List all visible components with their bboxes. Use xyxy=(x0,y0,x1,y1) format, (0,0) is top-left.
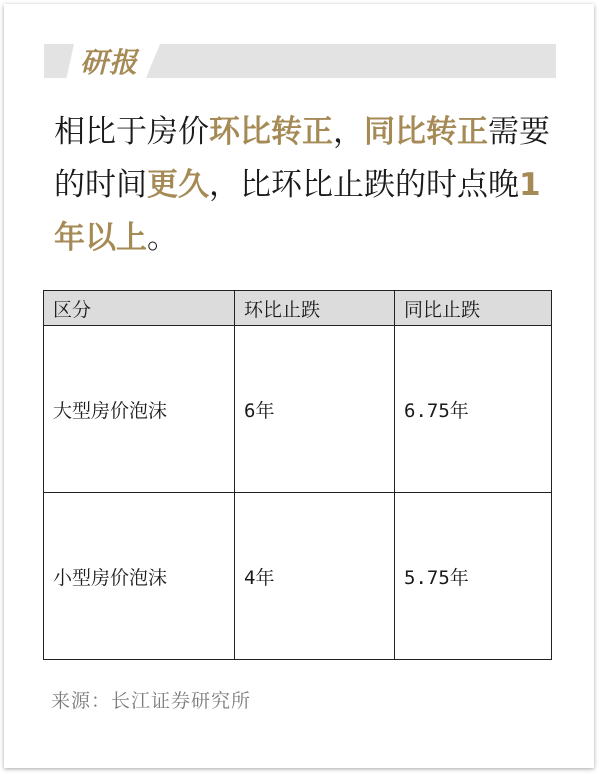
table-row xyxy=(44,326,552,493)
headline-text: 。 xyxy=(147,220,178,256)
headline-highlight: 环比转正 xyxy=(209,114,333,150)
headline-highlight: 同比转正 xyxy=(364,114,488,150)
headline-text: 相比于房价 xyxy=(54,114,209,150)
column-header: 区分 xyxy=(44,291,235,326)
banner-tag: 研报 xyxy=(80,46,139,79)
table-cell: 5.75年 xyxy=(395,493,552,660)
table-cell: 4年 xyxy=(235,493,395,660)
source-note: 来源：长江证券研究所 xyxy=(51,690,252,712)
comparison-table xyxy=(43,290,552,660)
table-cell: 6年 xyxy=(235,326,395,493)
banner-stripe-right xyxy=(146,44,556,78)
headline-highlight: 1年以上 xyxy=(54,167,541,256)
section-banner xyxy=(44,44,556,78)
table-cell: 大型房价泡沫 xyxy=(44,326,235,493)
column-header: 环比止跌 xyxy=(235,291,395,326)
headline-text: ，比环比止跌的时点晚 xyxy=(209,167,519,203)
table-row xyxy=(44,493,552,660)
column-header: 同比止跌 xyxy=(395,291,552,326)
table-cell: 6.75年 xyxy=(395,326,552,493)
headline-text: 需要的时间 xyxy=(54,114,550,203)
banner-stripe-left xyxy=(44,44,74,78)
headline xyxy=(54,106,559,265)
table-cell: 小型房价泡沫 xyxy=(44,493,235,660)
table-header-row xyxy=(44,291,552,326)
headline-highlight: 更久 xyxy=(147,167,209,203)
headline-text: ， xyxy=(333,114,364,150)
